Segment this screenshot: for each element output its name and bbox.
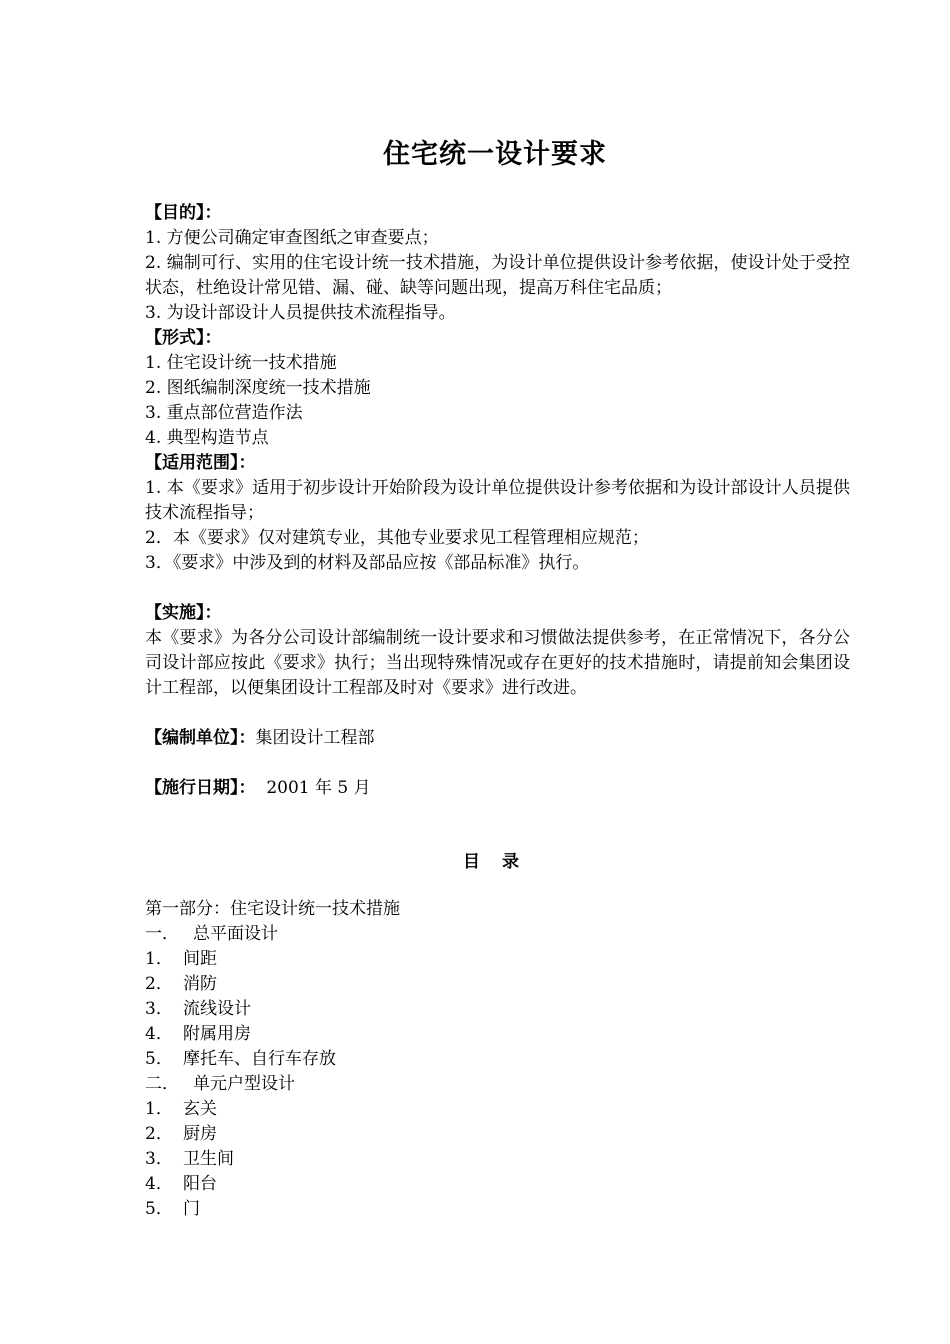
toc-section-label: 总平面设计 [193, 924, 278, 944]
toc-section-number: 二． [145, 1074, 179, 1094]
toc-section-label: 单元户型设计 [193, 1074, 295, 1094]
toc-item [145, 972, 850, 997]
toc-part: 第一部分：住宅设计统一技术措施 [145, 899, 400, 919]
toc-item-number: 4． [145, 1174, 173, 1194]
toc-item-label: 间距 [183, 949, 217, 969]
scope-item-1: 1. 本《要求》适用于初步设计开始阶段为设计单位提供设计参考依据和为设计部设计人员提供技术流程指导； [145, 478, 850, 523]
effective-date-value: 2001 年 5 月 [266, 778, 371, 798]
form-heading: 【形式】： [145, 328, 222, 348]
toc-item-number: 1． [145, 1099, 173, 1119]
toc-item-label: 附属用房 [183, 1024, 251, 1044]
toc-section [145, 922, 850, 947]
spacer [145, 701, 850, 726]
toc-item [145, 1047, 850, 1072]
toc-item-number: 5． [145, 1049, 173, 1069]
purpose-item-2: 2. 编制可行、实用的住宅设计统一技术措施，为设计单位提供设计参考依据，使设计处于受控状态，杜绝设计常见错、漏、碰、缺等问题出现，提高万科住宅品质； [145, 253, 850, 298]
toc-item [145, 947, 850, 972]
spacer [145, 576, 850, 601]
spacer [145, 751, 850, 776]
toc-item-label: 流线设计 [183, 999, 251, 1019]
toc-item [145, 1172, 850, 1197]
implementation-heading: 【实施】： [145, 603, 222, 623]
form-item-2: 2. 图纸编制深度统一技术措施 [145, 378, 371, 398]
form-item-3: 3. 重点部位营造作法 [145, 403, 303, 423]
document-body [145, 201, 850, 801]
toc-item [145, 1147, 850, 1172]
toc-item [145, 1197, 850, 1222]
toc-item-label: 玄关 [183, 1099, 217, 1119]
scope-item-3: 3．《要求》中涉及到的材料及部品应按《部品标准》执行。 [145, 553, 590, 573]
toc-item-label: 阳台 [183, 1174, 217, 1194]
toc-item-label: 摩托车、自行车存放 [183, 1049, 336, 1069]
toc-section [145, 1072, 850, 1097]
compiler-heading: 【编制单位】： [145, 728, 256, 748]
toc-section-number: 一． [145, 924, 179, 944]
toc-item [145, 1122, 850, 1147]
toc-item-number: 5． [145, 1199, 173, 1219]
form-item-1: 1. 住宅设计统一技术措施 [145, 353, 337, 373]
form-item-4: 4. 典型构造节点 [145, 428, 269, 448]
purpose-item-3: 3. 为设计部设计人员提供技术流程指导。 [145, 303, 456, 323]
implementation-text: 本《要求》为各分公司设计部编制统一设计要求和习惯做法提供参考，在正常情况下，各分公司设计部应按此《要求》执行；当出现特殊情况或存在更好的技术措施时，请提前知会集团设计工程部，以便集团设计工程部及时对《要求》进行改进。 [145, 628, 850, 698]
toc-item [145, 1022, 850, 1047]
toc-item-number: 2． [145, 1124, 173, 1144]
compiler-line [145, 726, 850, 751]
scope-item-2: 2．本《要求》仅对建筑专业，其他专业要求见工程管理相应规范； [145, 528, 649, 548]
toc-item-label: 门 [183, 1199, 200, 1219]
toc-title: 目 录 [463, 852, 527, 872]
effective-date-heading: 【施行日期】： [145, 778, 256, 798]
toc-item [145, 1097, 850, 1122]
purpose-item-1: 1. 方便公司确定审查图纸之审查要点； [145, 228, 439, 248]
toc-item [145, 997, 850, 1022]
purpose-heading: 【目的】： [145, 203, 222, 223]
toc-item-label: 卫生间 [183, 1149, 234, 1169]
toc-item-number: 3． [145, 1149, 173, 1169]
toc-item-label: 厨房 [183, 1124, 217, 1144]
toc-item-label: 消防 [183, 974, 217, 994]
compiler-value: 集团设计工程部 [255, 728, 375, 748]
effective-date-line [145, 776, 850, 801]
toc-item-number: 4． [145, 1024, 173, 1044]
toc-item-number: 3． [145, 999, 173, 1019]
scope-heading: 【适用范围】： [145, 453, 256, 473]
toc-item-number: 2． [145, 974, 173, 994]
toc-item-number: 1． [145, 949, 173, 969]
page-title: 住宅统一设计要求 [383, 139, 607, 170]
table-of-contents [145, 897, 850, 1222]
